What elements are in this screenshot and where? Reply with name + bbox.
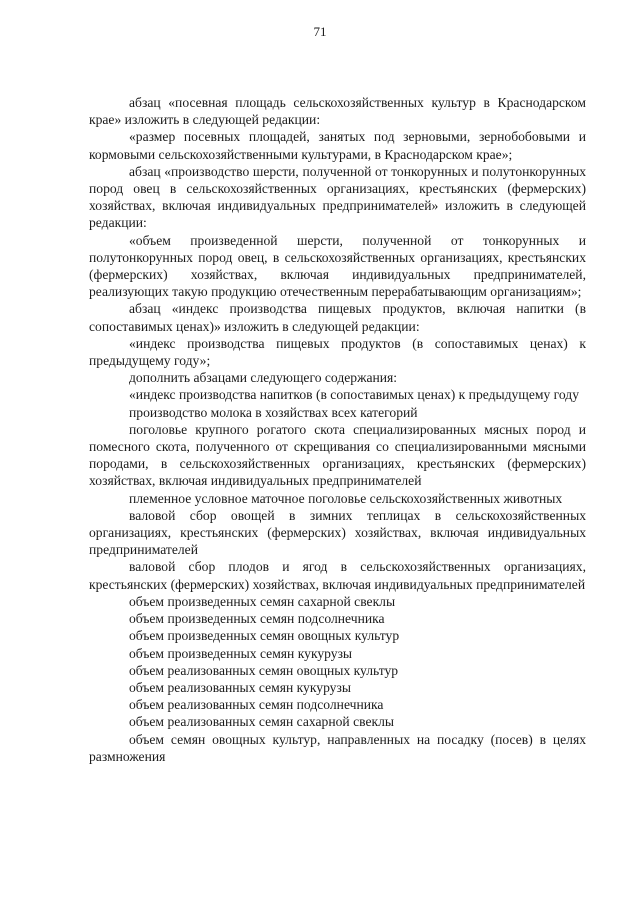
paragraph: племенное условное маточное поголовье сельскохозяйственных животных <box>129 490 563 506</box>
paragraph: объем реализованных семян кукурузы <box>129 679 351 695</box>
paragraph: «индекс производства напитков (в сопоставимых ценах) к предыдущему году <box>129 387 580 403</box>
paragraph: объем реализованных семян овощных культур <box>129 662 399 678</box>
paragraph: абзац «посевная площадь сельскохозяйственных культур в Краснодарском крае» изложить в следующей редакции: <box>89 95 586 128</box>
paragraph: объем произведенных семян сахарной свеклы <box>129 593 396 609</box>
paragraph: абзац «индекс производства пищевых продуктов, включая напитки (в сопоставимых ценах)» изложить в следующей редакции: <box>89 301 586 334</box>
document-body <box>89 94 586 765</box>
paragraph: «объем произведенной шерсти, полученной от тонкорунных и полутонкорунных пород овец, в сельскохозяйственных организациях, крестьянских (фермерских) хозяйствах, включая индивидуальных предпринимателей, реализующих такую продукцию отечественным перерабатывающим организациям»; <box>89 232 586 300</box>
paragraph: «индекс производства пищевых продуктов (в сопоставимых ценах) к предыдущему году»; <box>89 335 586 369</box>
paragraph: объем реализованных семян сахарной свеклы <box>129 714 394 730</box>
paragraph: объем произведенных семян овощных культур <box>129 628 400 644</box>
paragraph: валовой сбор плодов и ягод в сельскохозяйственных организациях, крестьянских (фермерских) хозяйствах, включая индивидуальных предпринимателей <box>89 559 586 592</box>
paragraph: объем реализованных семян подсолнечника <box>129 697 384 713</box>
paragraph: абзац «производство шерсти, полученной от тонкорунных и полутонкорунных пород овец в сельскохозяйственных организациях, крестьянских (фермерских) хозяйствах, включая индивидуальных предпринимателей» изложить в следующей редакции: <box>89 163 586 231</box>
paragraph: поголовье крупного рогатого скота специализированных мясных пород и помесного скота, полученного от скрещивания со специализированными мясными породами, в сельскохозяйственных организациях, крестьянских (фермерских) хозяйствах, включая индивидуальных предпринимателей <box>89 421 586 489</box>
paragraph: объем произведенных семян кукурузы <box>129 645 353 661</box>
paragraph: дополнить абзацами следующего содержания: <box>129 370 398 386</box>
paragraph: «размер посевных площадей, занятых под зерновыми, зернобобовыми и кормовыми сельскохозяйственными культурами, в Краснодарском крае»; <box>89 129 586 162</box>
paragraph: производство молока в хозяйствах всех категорий <box>129 404 418 420</box>
paragraph: объем семян овощных культур, направленных на посадку (посев) в целях размножения <box>89 731 586 764</box>
paragraph: объем произведенных семян подсолнечника <box>129 611 385 627</box>
paragraph: валовой сбор овощей в зимних теплицах в сельскохозяйственных организациях, крестьянских (фермерских) хозяйствах, включая индивидуальных предпринимателей <box>89 507 586 558</box>
page-number: 71 <box>313 24 327 39</box>
